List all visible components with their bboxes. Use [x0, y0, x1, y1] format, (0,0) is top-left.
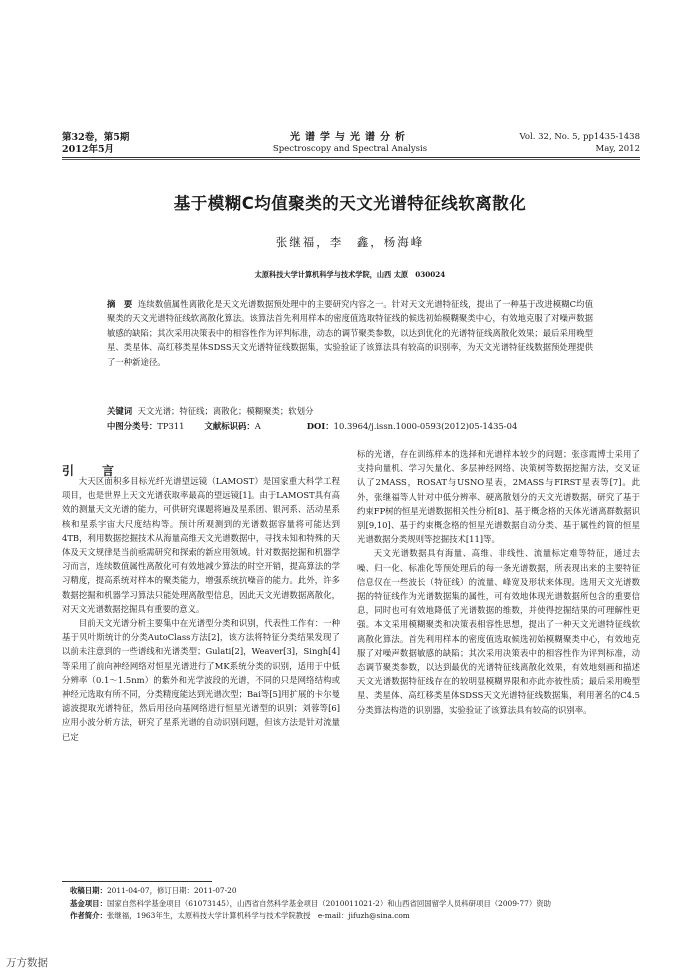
received-date: 收稿日期：2011-04-07，修订日期：2011-07-20 [70, 886, 237, 895]
article-title: 基于模糊C均值聚类的天文光谱特征线软离散化 [173, 194, 527, 213]
watermark: 万方数据 [6, 957, 48, 969]
date-line: 2012年5月 [62, 144, 115, 155]
volume-line: 第32卷，第5期 [62, 132, 130, 143]
ref-line: Vol. 32, No. 5, pp1435-1438 [519, 132, 640, 142]
body-paragraph: 目前天文光谱分析主要集中在光谱型分类和识别，代表性工作有：一种基于贝叶斯统计的分类AutoClass方法[2]，该方法将特征分类结果发现了以前未注意到的一些谱线和光谱类型；Gulati[2]，Weaver[3]，Singh[4]等采用了前向神经网络对恒星光谱进行了MK系统分类的识别，适用于中低分辨率（0.1～1.5nm）的紫外和光学波段的光谱，不同的只是网络结构或神经元选取有所不同，分类精度能达到光谱次型；Bai等[5]用扩展的卡尔曼滤波提取光谱特征，然后用径向基网络进行恒星光谱型的识别；刘蓉等[6]应用小波分析方法，研究了星系光谱的自动识别问题，但该方法是针对流量已定 [62, 618, 340, 742]
funding: 基金项目：国家自然科学基金项目（61073145），山西省自然科学基金项目（2010011021-2）和山西省回国留学人员科研项目（2009-77）资助 [70, 898, 552, 908]
body-paragraph: 天文光谱数据具有海量、高维、非线性、流量标定难等特征，通过去噪、归一化、标准化等预处理后的每一条光谱数据，所表现出来的主要特征信息仅在一些波长（特征线）的流量、峰宽及形状来体现。选用天文光谱数据的特征线作为光谱数据集的属性，可有效地体现光谱数据所包含的重要信息，同时也可有效地降低了光谱数据的维数，并使得挖掘结果的可理解性更强。本文采用模糊聚类和决策表相容性思想，提出了一种天文光谱特征线软离散化算法。首先利用样本的密度值选取候选初始模糊聚类中心，有效地克服了对噪声数据敏感的缺陷；其次采用决策表中的相容性作为评判标准，动态调节聚类参数，以达到最优的光谱特征线离散化效果，有效地刻画和描述天文光谱数据特征线存在的较明显模糊界限和亦此亦彼性质；最后采用晚型星、类星体、高红移类星体SDSS天文光谱特征线数据集，利用著名的C4.5分类算法构造的识别器，实验验证了该算法具有较高的识别率。 [357, 548, 640, 715]
footnotes [70, 885, 650, 923]
footnote-rule [62, 881, 212, 882]
header-rule [62, 157, 640, 158]
article-affiliation: 太原科技大学计算机科学与技术学院，山西 太原 030024 [254, 270, 446, 279]
journal-ref-info [520, 131, 640, 155]
class-value: TP311 [157, 421, 185, 431]
keywords-label: 关键词 [107, 406, 133, 416]
author-bio: 作者简介：张继福，1963年生，太原科技大学计算机科学与技术学院教授 e-mail：jifuzh@sina.com [70, 911, 410, 920]
abstract [107, 297, 593, 369]
keywords [107, 404, 593, 418]
journal-name [250, 131, 450, 155]
abstract-label: 摘 要 [107, 299, 133, 309]
intro-heading: 引 言 [62, 464, 123, 478]
month-line: May, 2012 [595, 144, 640, 154]
doi-label: DOI： [306, 421, 334, 431]
header-rule-thin [62, 159, 640, 160]
journal-name-cn: 光谱学与光谱分析 [290, 132, 410, 143]
class-label: 中图分类号： [107, 421, 158, 431]
body-paragraph: 大天区面积多目标光纤光谱望远镜（LAMOST）是国家重大科学工程项目，也是世界上天文光谱获取率最高的望远镜[1]。由于LAMOST具有高效的测量天文光谱的能力，可供研究课题将遍及星系团、银河系、活动星系核和星系宇宙大尺度结构等。预计所观测到的光谱数据容量将可能达到4TB，利用数据挖掘技术从海量高维天文光谱数据中，寻找未知和特殊的天体及天文规律是当前亟需研究和探索的新应用领域。针对数据挖掘和机器学习而言，连续数值属性离散化可有效地减少算法的时空开销，提高算法的学习精度，提高系统对样本的聚类能力，增强系统抗噪音的能力。此外，许多数据挖掘和机器学习算法只能处理离散型信息，因此天文光谱数据离散化，对天文光谱数据挖掘具有重要的意义。 [62, 476, 340, 614]
keywords-text: 天文光谱；特征线；离散化；模糊聚类；软划分 [137, 406, 314, 416]
body-paragraph: 标的光谱，存在训练样本的选择和光谱样本较少的问题；张彦霞博士采用了支持向量机、学习矢量化、多层神经网络、决策树等数据挖掘方法，交叉证认了2MASS，ROSAT与USNO星表，2MASS与FIRST星表等[7]。此外，张继福等人针对中低分辨率、硬离散划分的天文光谱数据，研究了基于约束FP树的恒星光谱数据相关性分析[8]、基于概念格的天体光谱离群数据识别[9,10]、基于约束概念格的恒星光谱数据自动分类、基于属性约简的恒星光谱数据分类规则等挖掘技术[11]等。 [357, 449, 640, 545]
doc-code-label: 文献标识码： [204, 421, 255, 431]
abstract-text: 连续数值属性离散化是天文光谱数据预处理中的主要研究内容之一。针对天文光谱特征线，提出了一种基于改进模糊C均值聚类的天文光谱特征线软离散化算法。该算法首先利用样本的密度值选取特征线的候选初始模糊聚类中心，有效地克服了对噪声数据敏感的缺陷；其次采用决策表中的相容性作为评判标准，动态的调节聚类参数，以达到优化的光谱特征线离散化效果；最后采用晚型星、类星体、高红移类星体SDSS天文光谱特征线数据集，实验验证了该算法具有较高的识别率，为天文光谱特征线数据预处理提供了一种新途径。 [107, 299, 594, 367]
doc-code-value: A [254, 421, 261, 431]
journal-issue-info [62, 132, 129, 156]
article-authors: 张继福，李 鑫，杨海峰 [275, 235, 425, 249]
doi-value: 10.3964/j.issn.1000-0593(2012)05-1435-04 [333, 421, 518, 431]
body-right-column [357, 447, 640, 717]
body-left-column [62, 474, 340, 744]
journal-name-en: Spectroscopy and Spectral Analysis [272, 144, 428, 154]
classification-line [107, 419, 593, 433]
